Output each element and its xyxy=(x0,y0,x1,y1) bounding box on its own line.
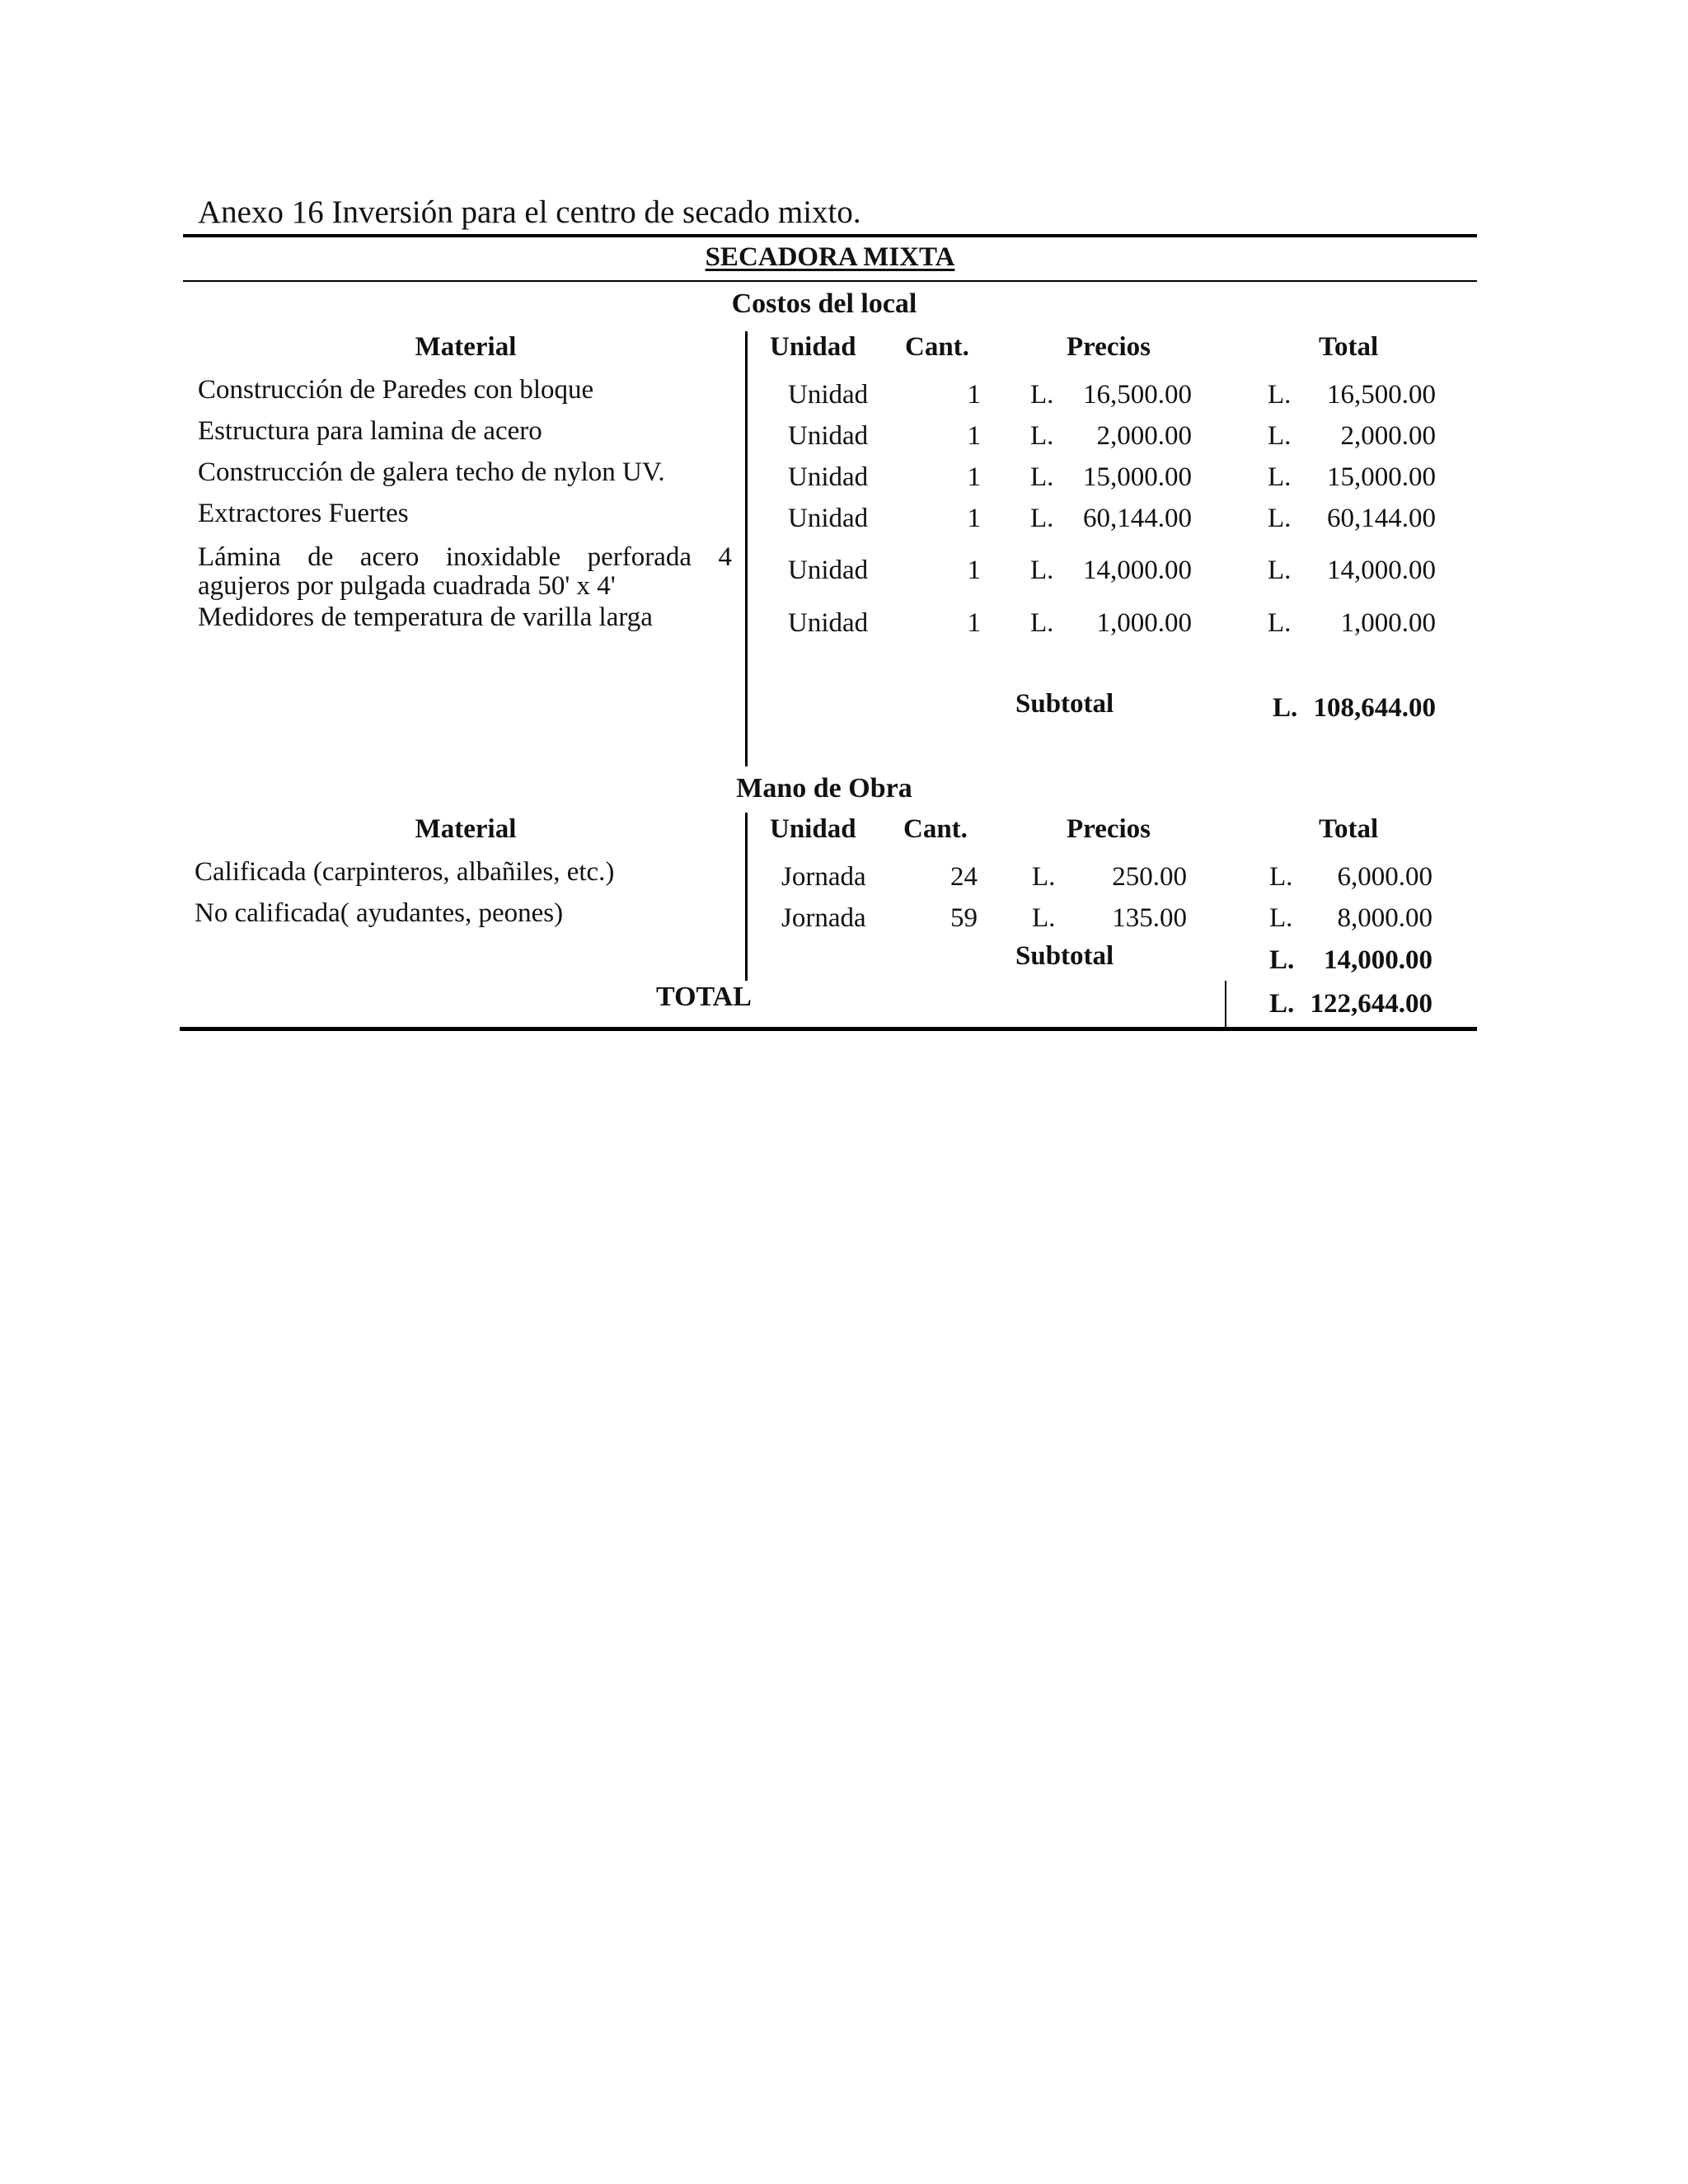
header-unidad: Unidad xyxy=(770,814,856,844)
header-total: Total xyxy=(1319,332,1379,362)
row-cant: 1 xyxy=(967,555,981,585)
row-total: 2,000.00 xyxy=(1340,421,1436,451)
row-precio: 1,000.00 xyxy=(1096,608,1192,638)
row-total: 6,000.00 xyxy=(1337,862,1432,892)
grand-total-currency: L. xyxy=(1269,989,1295,1019)
row-total-currency: L. xyxy=(1268,555,1292,585)
row-material-line2: agujeros por pulgada cuadrada 50' x 4' xyxy=(198,571,616,601)
subtotal-currency-local: L. xyxy=(1273,693,1298,723)
row-total: 14,000.00 xyxy=(1327,555,1436,585)
row-currency: L. xyxy=(1030,421,1054,451)
row-total-currency: L. xyxy=(1268,462,1292,492)
row-total: 60,144.00 xyxy=(1327,504,1436,533)
row-total: 16,500.00 xyxy=(1327,380,1436,410)
row-unidad: Unidad xyxy=(788,608,869,638)
row-material: Calificada (carpinteros, albañiles, etc.) xyxy=(195,857,615,887)
row-cant: 24 xyxy=(950,862,978,892)
header-total: Total xyxy=(1319,814,1379,844)
row-total-currency: L. xyxy=(1268,380,1292,410)
row-precio: 250.00 xyxy=(1112,862,1187,892)
row-precio: 135.00 xyxy=(1112,903,1187,933)
row-unidad: Unidad xyxy=(788,504,869,533)
row-material-line1: Lámina de acero inoxidable perforada 4 xyxy=(198,542,732,572)
row-currency: L. xyxy=(1032,862,1056,892)
row-cant: 1 xyxy=(967,504,981,533)
row-cant: 1 xyxy=(967,421,981,451)
row-total: 1,000.00 xyxy=(1340,608,1436,638)
subtotal-value-labor: 14,000.00 xyxy=(1324,945,1432,975)
row-unidad: Unidad xyxy=(788,380,869,410)
row-material: Construcción de galera techo de nylon UV. xyxy=(198,457,665,487)
subtotal-label-local: Subtotal xyxy=(1015,689,1114,719)
row-currency: L. xyxy=(1030,608,1054,638)
row-currency: L. xyxy=(1032,903,1056,933)
column-divider-local xyxy=(745,331,748,766)
row-total-currency: L. xyxy=(1269,862,1293,892)
header-precios: Precios xyxy=(1067,814,1151,844)
row-total-currency: L. xyxy=(1269,903,1293,933)
row-cant: 1 xyxy=(967,462,981,492)
row-currency: L. xyxy=(1030,462,1054,492)
row-currency: L. xyxy=(1030,555,1054,585)
row-material: Construcción de Paredes con bloque xyxy=(198,375,594,405)
row-unidad: Unidad xyxy=(788,462,869,492)
column-divider-labor xyxy=(745,813,748,981)
header-material: Material xyxy=(415,814,517,844)
row-material: No calificada( ayudantes, peones) xyxy=(195,898,564,928)
section-title-labor: Mano de Obra xyxy=(736,773,912,804)
table-title: SECADORA MIXTA xyxy=(705,242,955,272)
row-total: 15,000.00 xyxy=(1327,462,1436,492)
bottom-rule-thick xyxy=(180,1027,1477,1031)
subtotal-label-labor: Subtotal xyxy=(1015,941,1114,971)
row-unidad: Unidad xyxy=(788,555,869,585)
row-material: Estructura para lamina de acero xyxy=(198,416,542,446)
section-title-local: Costos del local xyxy=(731,288,917,319)
title-rule xyxy=(183,280,1477,282)
row-unidad: Unidad xyxy=(788,421,869,451)
row-total-currency: L. xyxy=(1268,421,1292,451)
grand-total-divider xyxy=(1225,981,1226,1027)
subtotal-value-local: 108,644.00 xyxy=(1313,693,1436,723)
row-material: Extractores Fuertes xyxy=(198,499,409,528)
row-precio: 15,000.00 xyxy=(1083,462,1192,492)
row-precio: 14,000.00 xyxy=(1083,555,1192,585)
grand-total-label: TOTAL xyxy=(656,982,752,1012)
row-precio: 16,500.00 xyxy=(1083,380,1192,410)
row-total-currency: L. xyxy=(1268,608,1292,638)
header-material: Material xyxy=(415,332,517,362)
subtotal-currency-labor: L. xyxy=(1269,945,1295,975)
row-cant: 1 xyxy=(967,380,981,410)
row-precio: 60,144.00 xyxy=(1083,504,1192,533)
row-currency: L. xyxy=(1030,504,1054,533)
row-currency: L. xyxy=(1030,380,1054,410)
row-unidad: Jornada xyxy=(781,903,866,933)
document-caption: Anexo 16 Inversión para el centro de secado mixto. xyxy=(198,194,861,230)
header-unidad: Unidad xyxy=(770,332,856,362)
row-cant: 59 xyxy=(950,903,978,933)
row-precio: 2,000.00 xyxy=(1096,421,1192,451)
row-total-currency: L. xyxy=(1268,504,1292,533)
grand-total-value: 122,644.00 xyxy=(1310,989,1432,1019)
header-cant: Cant. xyxy=(903,814,968,844)
row-unidad: Jornada xyxy=(781,862,866,892)
row-material: Medidores de temperatura de varilla larga xyxy=(198,602,653,632)
top-rule-thick xyxy=(183,234,1477,237)
header-cant: Cant. xyxy=(905,332,969,362)
header-precios: Precios xyxy=(1067,332,1151,362)
row-cant: 1 xyxy=(967,608,981,638)
row-total: 8,000.00 xyxy=(1337,903,1432,933)
